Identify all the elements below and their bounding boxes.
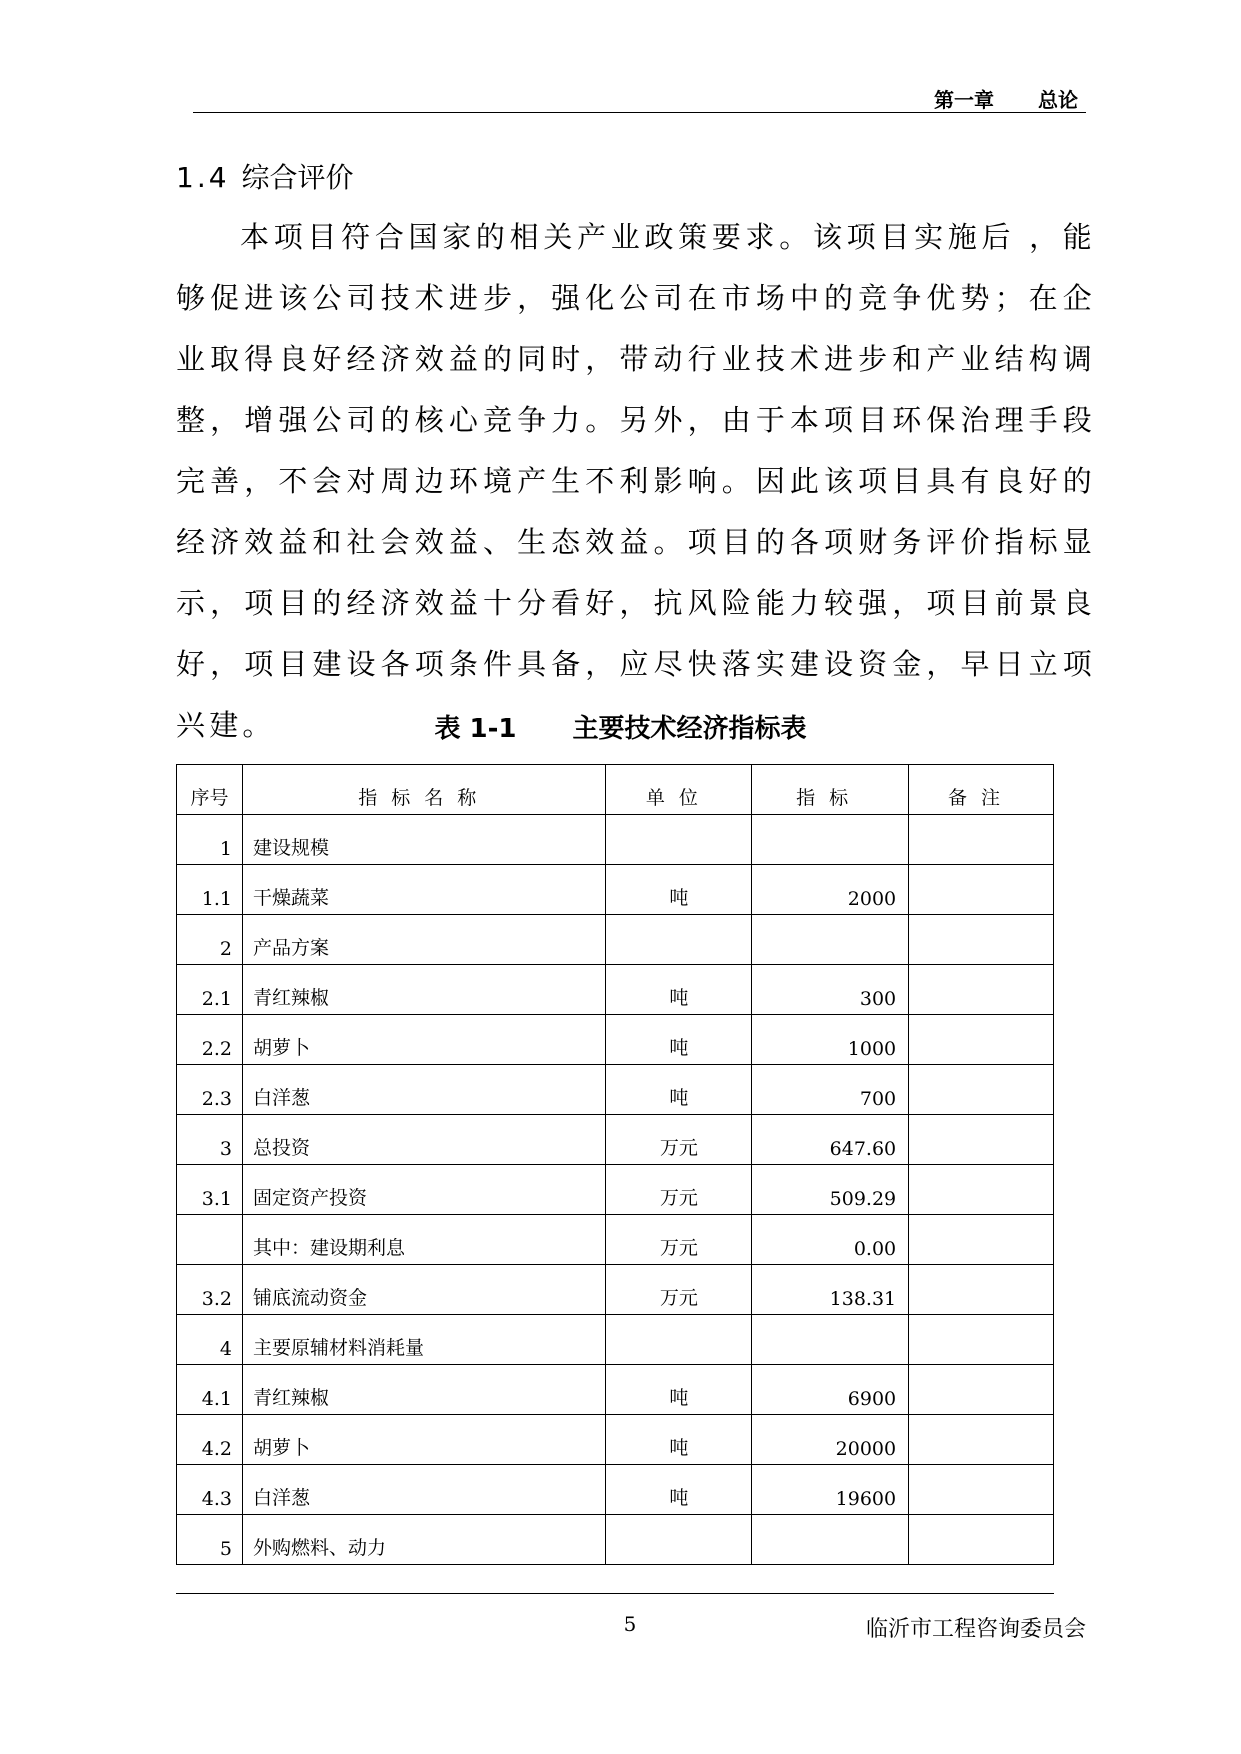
cell-unit: 吨 <box>606 1415 752 1465</box>
body-paragraph: 本项目符合国家的相关产业政策要求。该项目实施后 ，能够促进该公司技术进步，强化公司在市场中的竞争优势；在企业取得良好经济效益的同时，带动行业技术进步和产业结构调整，增强公司的核心竞争力。另外，由于本项目环保治理手段完善，不会对周边环境产生不利影响。因此该项目具有良好的经济效益和社会效益、生态效益。项目的各项财务评价指标显示，项目的经济效益十分看好，抗风险能力较强，项目前景良好，项目建设各项条件具备，应尽快落实建设资金，早日立项兴建。 <box>176 220 1096 742</box>
cell-value <box>752 815 909 865</box>
cell-unit: 吨 <box>606 1015 752 1065</box>
cell-note <box>909 815 1054 865</box>
cell-note <box>909 1415 1054 1465</box>
cell-no: 3.1 <box>177 1165 243 1215</box>
table-caption <box>0 708 1241 745</box>
cell-unit: 吨 <box>606 1065 752 1115</box>
cell-no: 2.2 <box>177 1015 243 1065</box>
cell-unit: 万元 <box>606 1215 752 1265</box>
table-row <box>177 1065 1054 1115</box>
footer-rule <box>176 1593 1054 1594</box>
cell-name: 固定资产投资 <box>242 1165 605 1215</box>
cell-name: 铺底流动资金 <box>242 1265 605 1315</box>
cell-unit <box>606 815 752 865</box>
cell-value: 1000 <box>752 1015 909 1065</box>
chapter-title: 总论 <box>1038 88 1078 112</box>
cell-no: 4.2 <box>177 1415 243 1465</box>
cell-unit: 万元 <box>606 1115 752 1165</box>
cell-name: 外购燃料、动力 <box>242 1515 605 1565</box>
cell-no: 2.1 <box>177 965 243 1015</box>
cell-note <box>909 1365 1054 1415</box>
cell-no: 3.2 <box>177 1265 243 1315</box>
cell-value: 509.29 <box>752 1165 909 1215</box>
header-cell-name: 指标名称 <box>242 765 605 815</box>
cell-no: 4.3 <box>177 1465 243 1515</box>
cell-no <box>177 1215 243 1265</box>
cell-note <box>909 1465 1054 1515</box>
footer-organization: 临沂市工程咨询委员会 <box>865 1617 1086 1642</box>
table-row <box>177 1515 1054 1565</box>
table-row <box>177 1115 1054 1165</box>
chapter-number: 第一章 <box>934 88 994 112</box>
header-cell-no: 序号 <box>177 765 243 815</box>
cell-name: 总投资 <box>242 1115 605 1165</box>
header-cell-note: 备注 <box>909 765 1054 815</box>
cell-no: 3 <box>177 1115 243 1165</box>
cell-value <box>752 915 909 965</box>
cell-value: 300 <box>752 965 909 1015</box>
table-row <box>177 815 1054 865</box>
cell-no: 5 <box>177 1515 243 1565</box>
table-row <box>177 1015 1054 1065</box>
cell-name: 建设规模 <box>242 815 605 865</box>
cell-unit: 万元 <box>606 1265 752 1315</box>
table-row <box>177 1265 1054 1315</box>
cell-note <box>909 1065 1054 1115</box>
cell-note <box>909 1165 1054 1215</box>
table-caption-title: 主要技术经济指标表 <box>572 714 807 744</box>
cell-name: 白洋葱 <box>242 1065 605 1115</box>
section-title: 综合评价 <box>241 161 354 194</box>
table-row <box>177 1315 1054 1365</box>
table-header-row <box>177 765 1054 815</box>
table-row <box>177 1365 1054 1415</box>
cell-unit: 吨 <box>606 965 752 1015</box>
cell-value: 0.00 <box>752 1215 909 1265</box>
cell-no: 4.1 <box>177 1365 243 1415</box>
table-row <box>177 1165 1054 1215</box>
cell-note <box>909 1515 1054 1565</box>
cell-note <box>909 1315 1054 1365</box>
cell-no: 1.1 <box>177 865 243 915</box>
cell-no: 4 <box>177 1315 243 1365</box>
cell-note <box>909 1015 1054 1065</box>
cell-name: 青红辣椒 <box>242 1365 605 1415</box>
table-row <box>177 1215 1054 1265</box>
cell-value: 2000 <box>752 865 909 915</box>
cell-unit <box>606 1315 752 1365</box>
running-header <box>193 84 1086 113</box>
cell-unit: 万元 <box>606 1165 752 1215</box>
table-row <box>177 865 1054 915</box>
page-number: 5 <box>623 1612 637 1636</box>
cell-unit <box>606 1515 752 1565</box>
cell-name: 干燥蔬菜 <box>242 865 605 915</box>
table-row <box>177 1415 1054 1465</box>
cell-unit: 吨 <box>606 1365 752 1415</box>
cell-note <box>909 965 1054 1015</box>
cell-value: 20000 <box>752 1415 909 1465</box>
indicator-table <box>176 764 1054 1565</box>
cell-value <box>752 1515 909 1565</box>
table-caption-number: 表 1-1 <box>434 714 517 744</box>
cell-no: 2 <box>177 915 243 965</box>
cell-unit: 吨 <box>606 865 752 915</box>
cell-no: 2.3 <box>177 1065 243 1115</box>
cell-name: 其中：建设期利息 <box>242 1215 605 1265</box>
table-body <box>177 815 1054 1565</box>
cell-note <box>909 865 1054 915</box>
header-cell-value: 指标 <box>752 765 909 815</box>
cell-name: 白洋葱 <box>242 1465 605 1515</box>
cell-no: 1 <box>177 815 243 865</box>
cell-note <box>909 1115 1054 1165</box>
cell-name: 青红辣椒 <box>242 965 605 1015</box>
table-row <box>177 915 1054 965</box>
cell-note <box>909 1215 1054 1265</box>
cell-unit <box>606 915 752 965</box>
section-number: 1.4 <box>176 161 230 194</box>
cell-note <box>909 1265 1054 1315</box>
cell-value: 647.60 <box>752 1115 909 1165</box>
header-cell-unit: 单位 <box>606 765 752 815</box>
cell-value: 138.31 <box>752 1265 909 1315</box>
cell-value: 700 <box>752 1065 909 1115</box>
table-row <box>177 1465 1054 1515</box>
cell-value <box>752 1315 909 1365</box>
table-row <box>177 965 1054 1015</box>
cell-name: 主要原辅材料消耗量 <box>242 1315 605 1365</box>
cell-name: 产品方案 <box>242 915 605 965</box>
section-heading <box>176 156 354 196</box>
cell-unit: 吨 <box>606 1465 752 1515</box>
cell-name: 胡萝卜 <box>242 1415 605 1465</box>
cell-note <box>909 915 1054 965</box>
cell-value: 19600 <box>752 1465 909 1515</box>
cell-value: 6900 <box>752 1365 909 1415</box>
cell-name: 胡萝卜 <box>242 1015 605 1065</box>
